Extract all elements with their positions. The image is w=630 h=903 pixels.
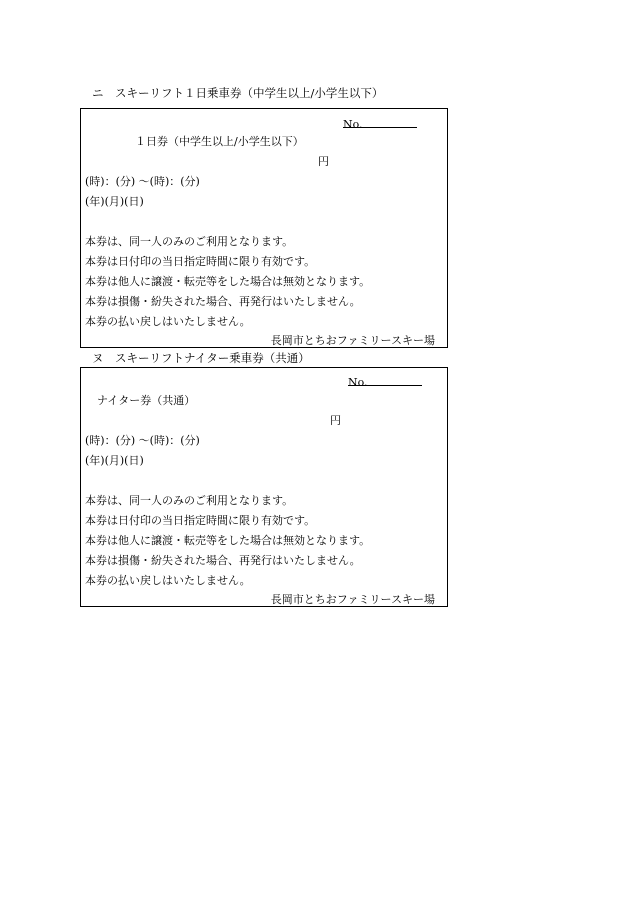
- ticket-number-line: [343, 127, 417, 128]
- section-heading-ni: ニ スキーリフト１日乗車券（中学生以上/小学生以下）: [92, 86, 384, 100]
- date-line: (年)(月)(日): [85, 195, 144, 208]
- date-line: (年)(月)(日): [85, 454, 144, 467]
- ticket-note: 本券は、同一人のみのご利用となります。: [85, 494, 294, 507]
- ticket-note: 本券は損傷・紛失された場合、再発行はいたしません。: [85, 295, 361, 308]
- ticket-number-label: No.: [348, 376, 368, 389]
- time-range-line: (時)：(分) ～(時)：(分): [85, 175, 200, 188]
- ticket-nighter: [80, 367, 448, 607]
- time-range-line: (時)：(分) ～(時)：(分): [85, 434, 200, 447]
- section-heading-nu: ヌ スキーリフトナイター乗車券（共通）: [92, 351, 310, 365]
- ticket-note: 本券は、同一人のみのご利用となります。: [85, 235, 294, 248]
- price-unit: 円: [330, 414, 341, 427]
- ticket-note: 本券は日付印の当日指定時間に限り有効です。: [85, 514, 316, 527]
- ticket-note: 本券の払い戻しはいたしません。: [85, 315, 251, 328]
- price-unit: 円: [318, 155, 329, 168]
- ticket-name: ナイター券（共通）: [97, 394, 196, 407]
- ticket-note: 本券の払い戻しはいたしません。: [85, 574, 251, 587]
- ticket-note: 本券は日付印の当日指定時間に限り有効です。: [85, 255, 316, 268]
- ticket-note: 本券は損傷・紛失された場合、再発行はいたしません。: [85, 554, 361, 567]
- ticket-number-line: [348, 385, 422, 386]
- ticket-number-label: No.: [343, 118, 363, 131]
- ticket-one-day: [80, 108, 448, 348]
- issuer-name: 長岡市とちおファミリースキー場: [270, 593, 435, 606]
- issuer-name: 長岡市とちおファミリースキー場: [270, 334, 435, 347]
- ticket-note: 本券は他人に譲渡・転売等をした場合は無効となります。: [85, 275, 371, 288]
- ticket-note: 本券は他人に譲渡・転売等をした場合は無効となります。: [85, 534, 371, 547]
- ticket-name: １日券（中学生以上/小学生以下）: [135, 135, 304, 148]
